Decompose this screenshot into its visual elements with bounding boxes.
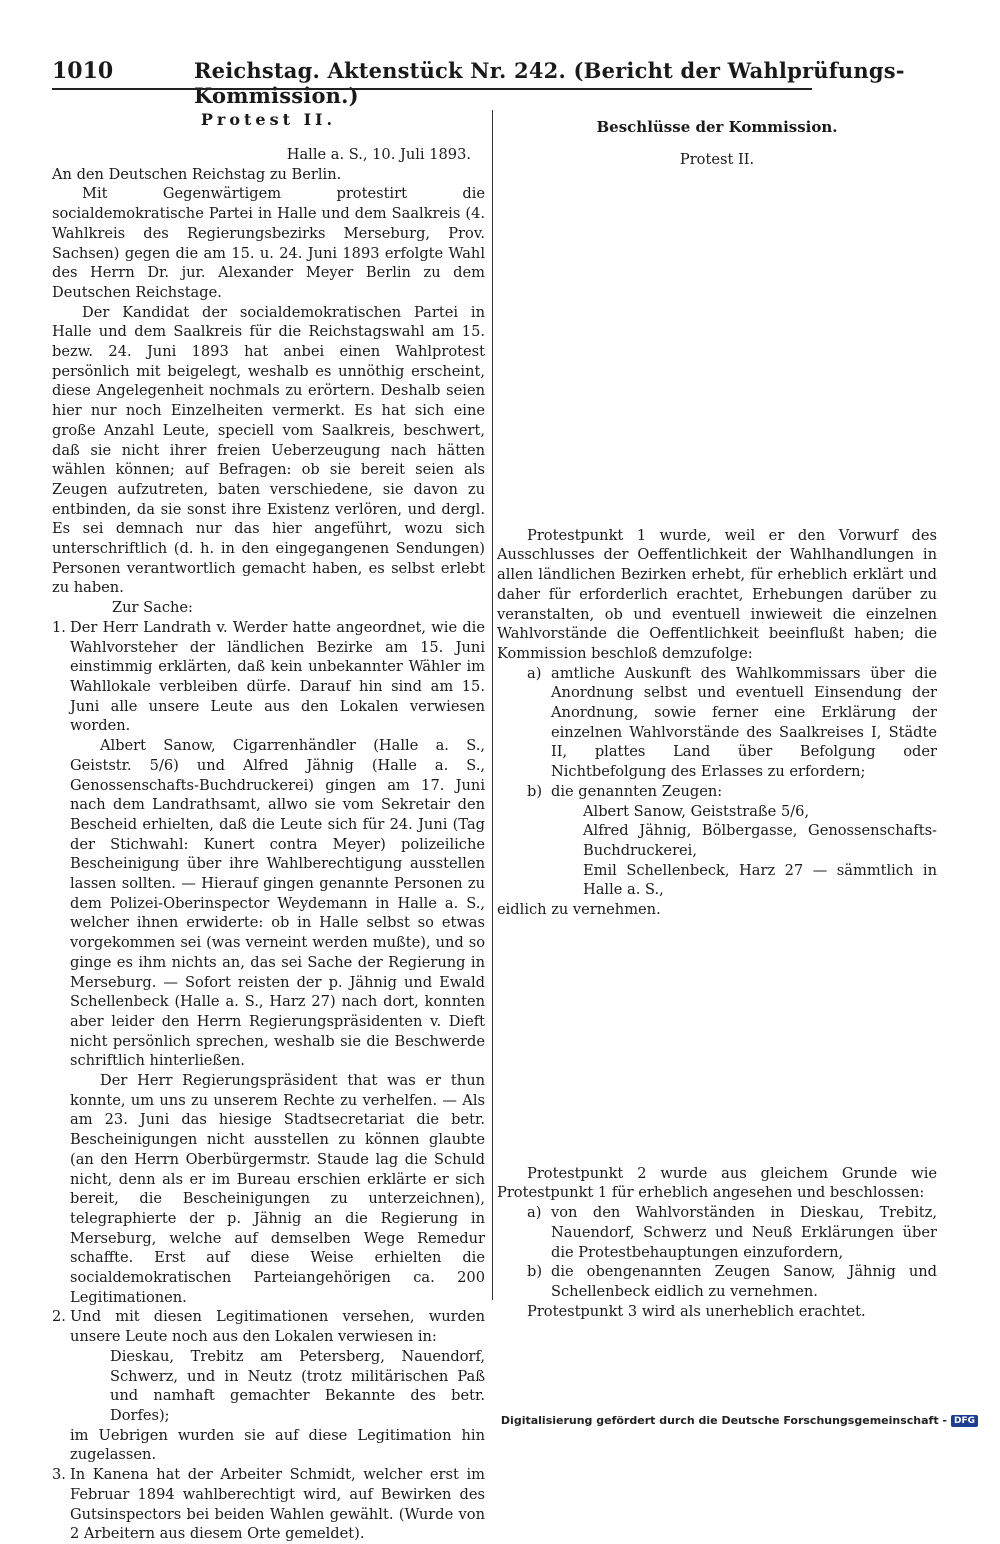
running-title: Reichstag. Aktenstück Nr. 242. (Bericht der Wahlprüfungs-Kommission.): [194, 58, 905, 108]
witness-3: Emil Schellenbeck, Harz 27 — sämmtlich in Halle a. S.,: [583, 861, 937, 899]
protest-heading: Protest II.: [200, 110, 337, 129]
item-2-places: Dieskau, Trebitz am Petersberg, Nauendorf, Schwerz, und in Neutz (trotz militärischen Paß und namhaft gemachter Bekannte des betr. Dorfes);: [110, 1347, 485, 1424]
point-2-a: [497, 1203, 937, 1262]
point-1-b: [497, 782, 937, 802]
witness-1: Albert Sanow, Geiststraße 5/6,: [583, 802, 810, 820]
footer-text: Digitalisierung gefördert durch die Deutsche Forschungsgemeinschaft -: [500, 1414, 947, 1427]
column-divider: [492, 110, 493, 1300]
decisions-subheading: Protest II.: [679, 151, 755, 168]
paragraph-2: Der Kandidat der socialdemokratischen Partei in Halle und dem Saalkreis für die Reichstagswahl am 15. bezw. 24. Juni 1893 hat anbei einen Wahlprotest persönlich mit beigelegt, weshalb es unnöthig erscheint, diese Angelegenheit nochmals zu erörtern. Deshalb seien hier nur noch Einzelheiten vermerkt. Es hat sich eine große Anzahl Leute, speciell vom Saalkreis, beschwert, daß sie nicht ihrer freien Ueberzeugung nach hätten wählen können; auf Befragen: ob sie bereit seien als Zeugen aufzutreten, baten verschiedene, sie davon zu entbinden, da sie sonst ihre Existenz verlören, und dergl. Es sei demnach nur das hier angeführt, wozu sich unterschriftlich (d. h. in den eingegangenen Sendungen) Personen verantwortlich gemacht haben, es selbst erlebt zu haben.: [52, 303, 485, 597]
header-rule: [52, 88, 812, 90]
decision-point-2: [497, 1164, 937, 1322]
paragraph-1: Mit Gegenwärtigem protestirt die socialdemokratische Partei in Halle und dem Saalkreis (4. Wahlkreis des Regierungsbezirks Merseburg, Prov. Sachsen) gegen die am 15. u. 24. Juni 1893 erfolgte Wahl des Herrn Dr. jur. Alexander Meyer Berlin zu dem Deutschen Reichstage.: [52, 185, 485, 301]
decision-point-1: [497, 526, 937, 920]
item-1-text-b: Albert Sanow, Cigarrenhändler (Halle a. S., Geiststr. 5/6) und Alfred Jähnig (Halle a. S., Genossenschafts-Buchdruckerei) gingen am 17. Juni nach dem Landrathsamt, allwo sie vom Sekretair den Bescheid erhielten, daß die Leute sich für 24. Juni (Tag der Stichwahl: Kunert contra Meyer) polizeiliche Bescheinigung über ihre Wahlberechtigung ausstellen lassen sollten. — Hierauf gingen genannte Personen zu dem Polizei-Oberinspector Weydemann in Halle a. S., welcher ihnen erwiderte: ob in Halle selbst so etwas vorgekommen sei (was verneint werden mußte), und so ginge es ihm nichts an, das sei Sache der Regierung in Merseburg. — Sofort reisten der p. Jähnig und Ewald Schellenbeck (Halle a. S., Harz 27) nach dort, konnten aber leider den Herrn Regierungspräsidenten v. Dieft nicht persönlich sprechen, weshalb sie die Beschwerde schriftlich hinterließen.: [70, 737, 485, 1070]
page-number: 1010: [52, 58, 114, 84]
right-column: [497, 110, 937, 1321]
point-1-b-text: die genannten Zeugen:: [551, 782, 723, 800]
point-1-a-label: a): [527, 664, 542, 682]
witness-2: Alfred Jähnig, Bölbergasse, Genossenschafts-Buchdruckerei,: [583, 822, 937, 859]
point-1-end: eidlich zu vernehmen.: [497, 901, 661, 919]
point-2-a-label: a): [527, 1204, 542, 1222]
place-date: Halle a. S., 10. Juli 1893.: [286, 146, 471, 163]
item-2-text-a: Und mit diesen Legitimationen versehen, wurden unsere Leute noch aus den Lokalen verwiesen in:: [70, 1308, 485, 1346]
left-column: [52, 110, 485, 1544]
point-2-a-text: von den Wahlvorständen in Dieskau, Trebitz, Nauendorf, Schwerz und Neuß Erklärungen über die Protestbehauptungen einzufordern,: [551, 1204, 937, 1261]
address-line: An den Deutschen Reichstag zu Berlin.: [52, 165, 342, 183]
item-3-number: 3.: [52, 1466, 66, 1484]
item-1-number: 1.: [52, 618, 66, 636]
item-2-text-b: im Uebrigen wurden sie auf diese Legitimation hin zugelassen.: [70, 1426, 485, 1464]
point-1-a-text: amtliche Auskunft des Wahlkommissars über die Anordnung selbst und eventuell Einsendung der Anordnung, sowie ferner eine Erklärung der einzelnen Wahlvorstände des Saalkreises I, Städte II, plattes Land über Befolgung oder Nichtbefolgung des Erlasses zu erfordern;: [551, 664, 937, 781]
item-2: [52, 1307, 485, 1465]
item-3: [52, 1465, 485, 1544]
zur-sache: Zur Sache:: [112, 599, 193, 617]
point-1-b-label: b): [527, 782, 543, 800]
point-3: Protestpunkt 3 wird als unerheblich erachtet.: [527, 1302, 866, 1320]
item-2-number: 2.: [52, 1308, 66, 1326]
decisions-heading: Beschlüsse der Kommission.: [596, 118, 838, 136]
point-2-b-text: die obengenannten Zeugen Sanow, Jähnig und Schellenbeck eidlich zu vernehmen.: [551, 1263, 937, 1300]
page-header: [52, 58, 952, 108]
point-1-a: [497, 664, 937, 782]
point-2-b: [497, 1262, 937, 1301]
item-1-text-c: Der Herr Regierungspräsident that was er thun konnte, um uns zu unserem Rechte zu verhelfen. — Als am 23. Juni das hiesige Stadtsecretariat die betr. Bescheinigungen nicht ausstellen zu können glaubte (an den Herrn Oberbürgermstr. Staude lag die Schuld nicht, denn als er im Bureau erschien erklärte er sich bereit, die Bescheinigungen zu unterzeichnen), telegraphierte der p. Jähnig an die Regierung in Merseburg, welche auf demselben Wege Remedur schaffte. Erst auf diese Weise erhielten die socialdemokratischen Parteiangehörigen ca. 200 Legitimationen.: [70, 1072, 485, 1306]
item-3-text: In Kanena hat der Arbeiter Schmidt, welcher erst im Februar 1894 wahlberechtigt wird, auf Bewirken des Gutsinspectors bei beiden Wahlen gewählt. (Wurde von 2 Arbeitern aus diesem Orte gemeldet).: [70, 1466, 485, 1543]
point-1-intro: Protestpunkt 1 wurde, weil er den Vorwurf des Ausschlusses der Oeffentlichkeit der Wahlhandlungen in allen ländlichen Bezirken erhebt, für erheblich erklärt und daher für erforderlich erachtet, Erhebungen darüber zu veranstalten, ob und eventuell inwieweit die einzelnen Wahlvorstände die Oeffentlichkeit beeinflußt haben; die Kommission beschloß demzufolge:: [497, 526, 937, 662]
point-2-b-label: b): [527, 1263, 543, 1281]
item-1-text-a: Der Herr Landrath v. Werder hatte angeordnet, wie die Wahlvorsteher der ländlichen Bezirke am 15. Juni einstimmig erklärten, daß kein unbekannter Wähler im Wahllokale verbleiben dürfe. Darauf hin sind am 15. Juni alle unsere Leute aus den Lokalen verwiesen worden.: [70, 618, 485, 735]
point-2-intro: Protestpunkt 2 wurde aus gleichem Grunde wie Protestpunkt 1 für erheblich angesehen und beschlossen:: [497, 1164, 937, 1202]
digitization-footer: [501, 1414, 978, 1427]
item-1: [52, 618, 485, 1308]
dfg-logo: DFG: [951, 1415, 978, 1427]
